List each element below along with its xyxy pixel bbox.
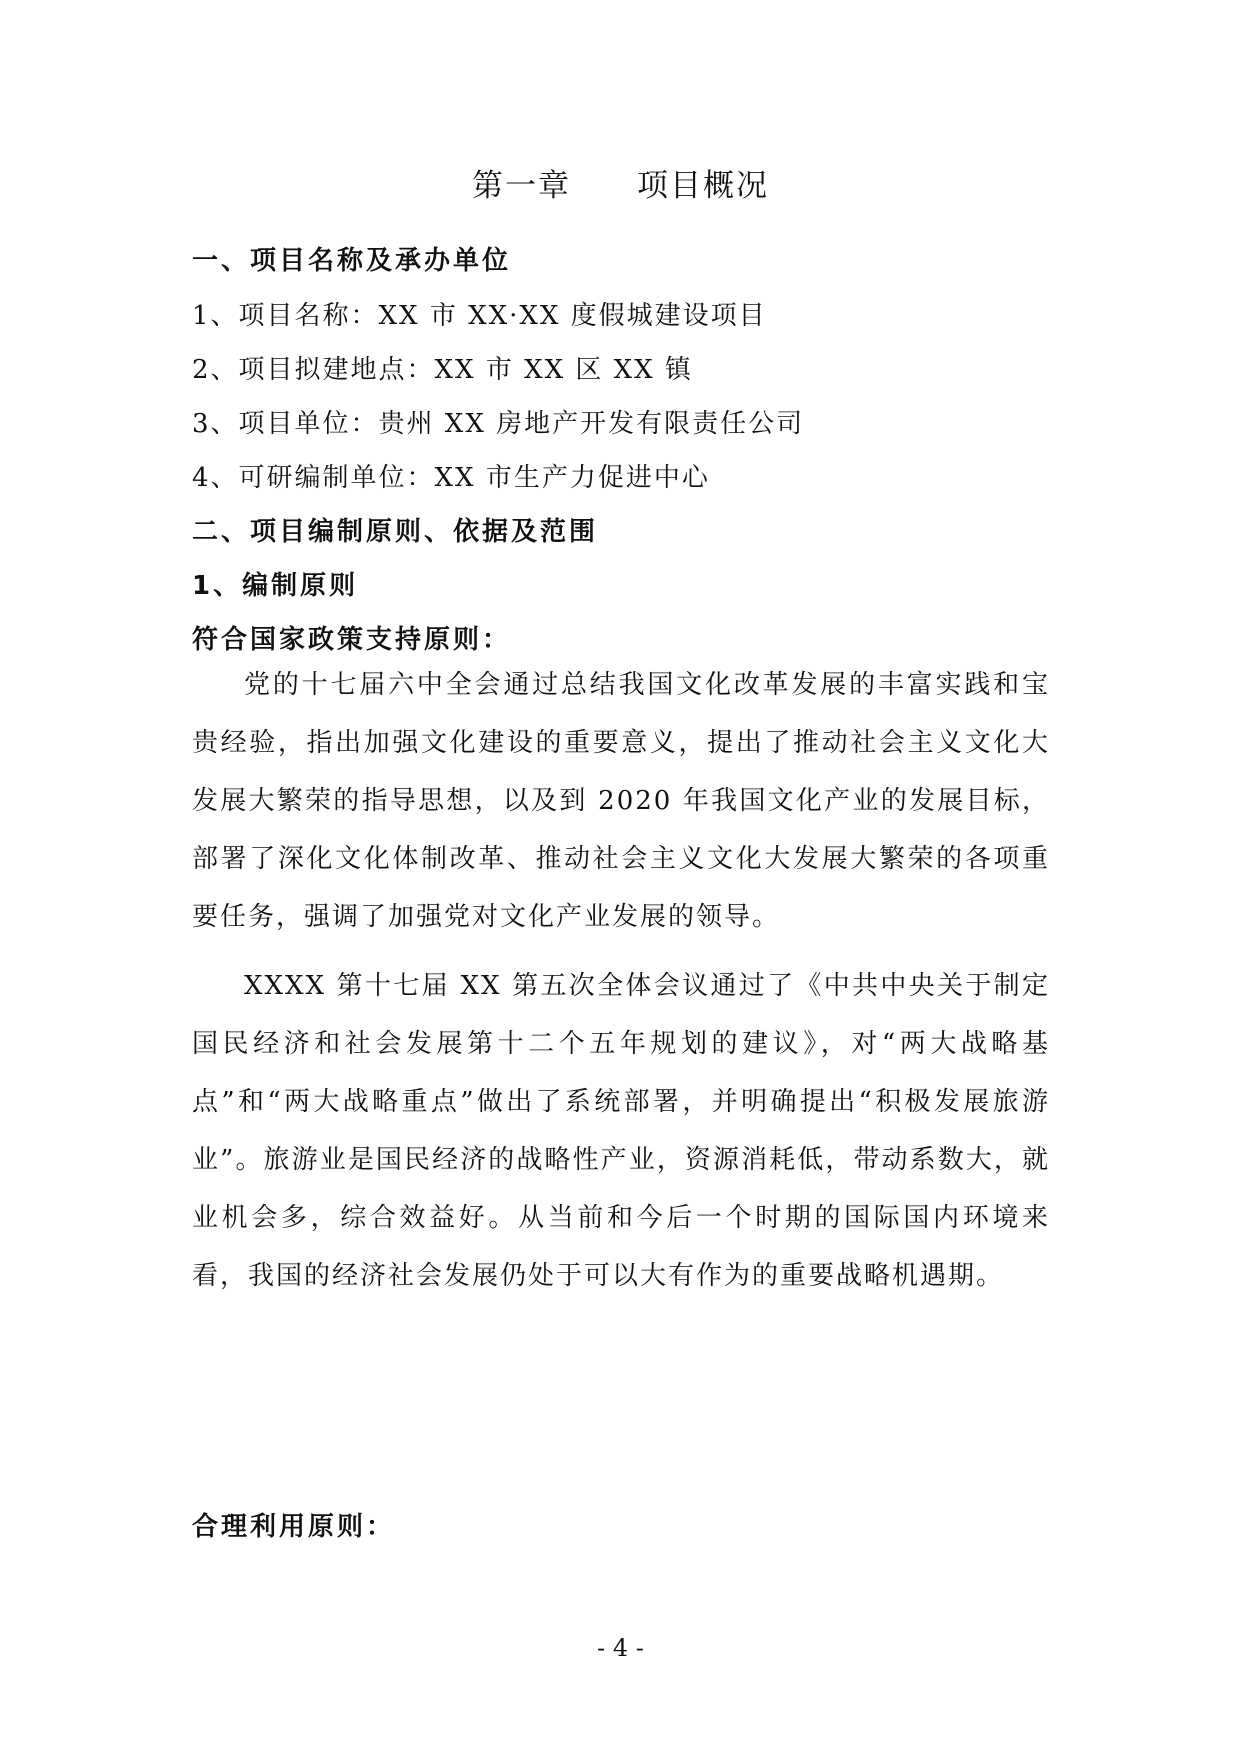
section-heading-principles: 二、项目编制原则、依据及范围 bbox=[192, 517, 599, 547]
list-item-project-unit: 3、项目单位：贵州 XX 房地产开发有限责任公司 bbox=[192, 409, 805, 439]
list-item-compiling-unit: 4、可研编制单位：XX 市生产力促进中心 bbox=[192, 463, 710, 493]
paragraph-policy-1: 党的十七届六中全会通过总结我国文化改革发展的丰富实践和宝贵经验，指出加强文化建设的重要意义，提出了推动社会主义文化大发展大繁荣的指导思想，以及到 2020 年我国文化产业的发展目标，部署了深化文化体制改革、推动社会主义文化大发展大繁荣的各项重要任务，强调了加强党对文化产业发展的领导。 bbox=[192, 670, 1050, 932]
paragraph-policy-2: XXXX 第十七届 XX 第五次全体会议通过了《中共中央关于制定国民经济和社会发展第十二个五年规划的建议》，对“两大战略基点”和“两大战略重点”做出了系统部署，并明确提出“积极发展旅游业”。旅游业是国民经济的战略性产业，资源消耗低，带动系数大，就业机会多，综合效益好。从当前和今后一个时期的国际国内环境来看，我国的经济社会发展仍处于可以大有作为的重要战略机遇期。 bbox=[192, 971, 1050, 1291]
principle-heading-rational-use: 合理利用原则： bbox=[192, 1512, 396, 1542]
list-item-project-name: 1、项目名称：XX 市 XX·XX 度假城建设项目 bbox=[192, 301, 767, 331]
section-heading-project-name: 一、项目名称及承办单位 bbox=[192, 246, 512, 276]
chapter-title: 第一章 项目概况 bbox=[472, 168, 769, 204]
list-item-project-location: 2、项目拟建地点：XX 市 XX 区 XX 镇 bbox=[192, 355, 693, 385]
principle-heading-policy: 符合国家政策支持原则： bbox=[192, 625, 512, 655]
page-number: - 4 - bbox=[597, 1634, 644, 1662]
subsection-heading-principles: 1、编制原则 bbox=[192, 571, 359, 601]
